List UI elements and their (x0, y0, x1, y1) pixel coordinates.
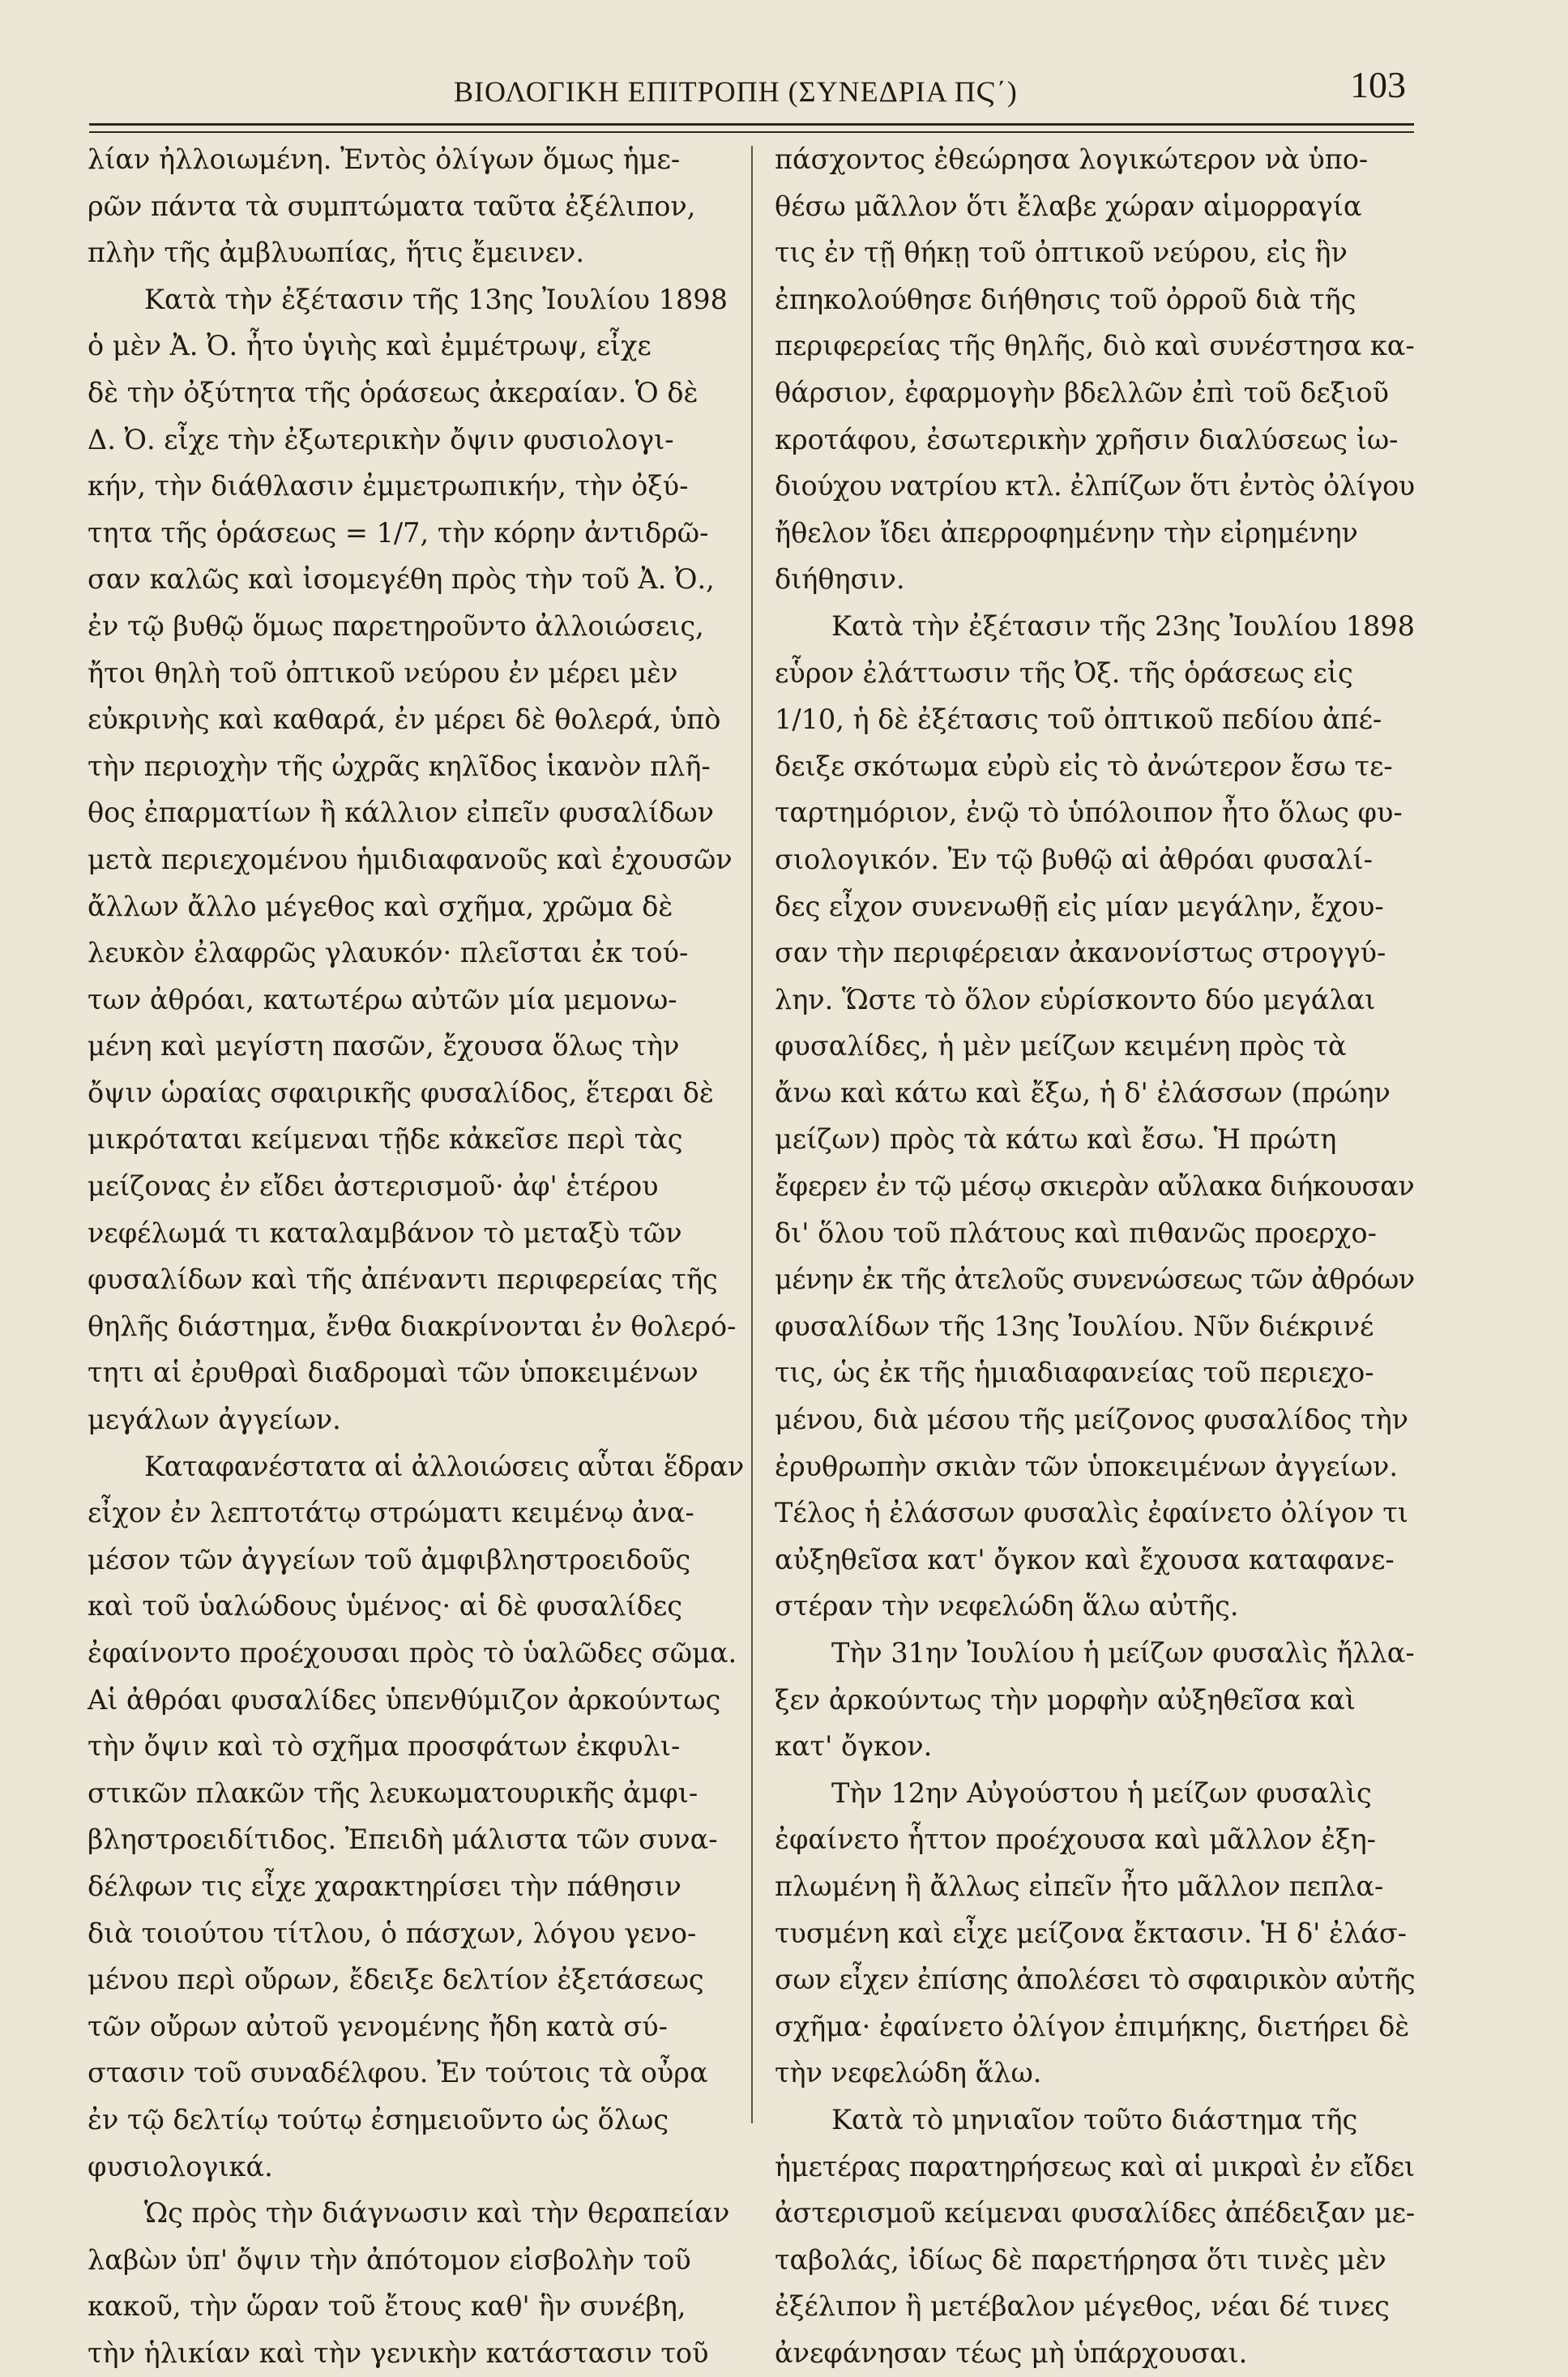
text-line: εἶχον ἐν λεπτοτάτῳ στρώματι κειμένῳ ἀνα- (88, 1497, 694, 1529)
text-line: μένη καὶ μεγίστη πασῶν, ἔχουσα ὅλως τὴν (88, 1030, 680, 1062)
text-line: Κατὰ τὸ μηνιαῖον τοῦτο διάστημα τῆς (831, 2103, 1358, 2135)
text-line: βληστροειδίτιδος. Ἐπειδὴ μάλιστα τῶν συνα- (88, 1823, 718, 1856)
text-line: διήθησιν. (775, 563, 905, 596)
text-line: ἐν τῷ δελτίῳ τούτῳ ἐσημειοῦντο ὡς ὅλως (88, 2103, 669, 2135)
text-line: λίαν ἠλλοιωμένη. Ἐντὸς ὀλίγων ὅμως ἡμε- (88, 143, 681, 175)
text-line: Δ. Ὀ. εἶχε τὴν ἐξωτερικὴν ὄψιν φυσιολογι- (88, 423, 674, 455)
text-line: μένην ἐκ τῆς ἀτελοῦς συνενώσεως τῶν ἀθρόων (775, 1263, 1415, 1296)
text-line: Τέλος ἡ ἐλάσσων φυσαλὶς ἐφαίνετο ὀλίγον τι (775, 1497, 1408, 1529)
column-divider (751, 146, 753, 2123)
text-line: φυσαλίδες, ἡ μὲν μείζων κειμένη πρὸς τὰ (775, 1030, 1347, 1062)
left-column (88, 136, 744, 2377)
text-line: τῶν οὔρων αὐτοῦ γενομένης ἤδη κατὰ σύ- (88, 2010, 668, 2042)
text-line: ἐπηκολούθησε διήθησις τοῦ ὀρροῦ διὰ τῆς (775, 283, 1357, 315)
text-line: αὐξηθεῖσα κατ' ὄγκον καὶ ἔχουσα καταφανε- (775, 1543, 1395, 1575)
text-line: τὴν ὄψιν καὶ τὸ σχῆμα προσφάτων ἐκφυλι- (88, 1730, 681, 1763)
text-line: ἤθελον ἴδει ἀπερροφημένην τὴν εἰρημένην (775, 516, 1358, 549)
text-line: των ἀθρόαι, κατωτέρω αὐτῶν μία μεμονω- (88, 983, 677, 1015)
text-line: ἐξέλιπον ἢ μετέβαλον μέγεθος, νέαι δέ τινες (775, 2290, 1390, 2323)
text-line: τὴν ἡλικίαν καὶ τὴν γενικὴν κατάστασιν τοῦ (88, 2336, 709, 2369)
text-line: τὴν περιοχὴν τῆς ὠχρᾶς κηλῖδος ἱκανὸν πλῆ- (88, 750, 711, 782)
text-line: ἀνεφάνησαν τέως μὴ ὑπάρχουσαι. (775, 2336, 1248, 2369)
text-line: δὲ τὴν ὀξύτητα τῆς ὁράσεως ἀκεραίαν. Ὁ δὲ (88, 376, 699, 408)
text-line: μετὰ περιεχομένου ἡμιδιαφανοῦς καὶ ἐχουσῶν (88, 843, 733, 875)
text-line: Κατὰ τὴν ἐξέτασιν τῆς 23ης Ἰουλίου 1898 (831, 609, 1415, 642)
text-line: καὶ τοῦ ὑαλώδους ὑμένος· αἱ δὲ φυσαλίδες (88, 1590, 682, 1622)
text-line: ὄψιν ὡραίας σφαιρικῆς φυσαλίδος, ἕτεραι δὲ (88, 1076, 714, 1109)
text-line: ἐν τῷ βυθῷ ὅμως παρετηροῦντο ἀλλοιώσεις, (88, 609, 704, 642)
text-line: πάσχοντος ἐθεώρησα λογικώτερον νὰ ὑπο- (775, 143, 1369, 175)
text-line: ξεν ἀρκούντως τὴν μορφὴν αὐξηθεῖσα καὶ (775, 1683, 1357, 1716)
text-line: μεγάλων ἀγγείων. (88, 1404, 341, 1436)
text-line: περιφερείας τῆς θηλῆς, διὸ καὶ συνέστησα κα- (775, 330, 1415, 362)
text-line: μένου περὶ οὔρων, ἔδειξε δελτίον ἐξετάσεως (88, 1964, 704, 1996)
text-line: θέσω μᾶλλον ὅτι ἔλαβε χώραν αἱμορραγία (775, 190, 1362, 222)
text-line: ρῶν πάντα τὰ συμπτώματα ταῦτα ἐξέλιπον, (88, 190, 696, 222)
text-line: ταρτημόριον, ἐνῷ τὸ ὑπόλοιπον ἦτο ὅλως φυ- (775, 797, 1403, 829)
text-line: ἄλλων ἄλλο μέγεθος καὶ σχῆμα, χρῶμα δὲ (88, 890, 673, 922)
text-line: τητι αἱ ἐρυθραὶ διαδρομαὶ τῶν ὑποκειμένων (88, 1357, 699, 1389)
text-line: στασιν τοῦ συναδέλφου. Ἐν τούτοις τὰ οὖρα (88, 2057, 708, 2089)
text-line: μέσον τῶν ἀγγείων τοῦ ἀμφιβληστροειδοῦς (88, 1543, 691, 1575)
text-line: ἐρυθρωπὴν σκιὰν τῶν ὑποκειμένων ἀγγείων. (775, 1450, 1399, 1482)
text-line: Καταφανέστατα αἱ ἀλλοιώσεις αὗται ἕδραν (144, 1450, 744, 1482)
text-line: Κατὰ τὴν ἐξέτασιν τῆς 13ης Ἰουλίου 1898 (144, 283, 728, 315)
text-line: ἀστερισμοῦ κείμεναι φυσαλίδες ἀπέδειξαν με- (775, 2197, 1416, 2230)
text-line: Τὴν 31ην Ἰουλίου ἡ μείζων φυσαλὶς ἤλλα- (831, 1637, 1415, 1669)
text-line: πλωμένη ἢ ἄλλως εἰπεῖν ἦτο μᾶλλον πεπλα- (775, 1870, 1384, 1902)
text-line: δες εἶχον συνενωθῇ εἰς μίαν μεγάλην, ἔχου- (775, 890, 1384, 922)
text-line: ἤτοι θηλὴ τοῦ ὀπτικοῦ νεύρου ἐν μέρει μὲν (88, 656, 678, 689)
text-line: ταβολάς, ἰδίως δὲ παρετήρησα ὅτι τινὲς μὲν (775, 2243, 1386, 2276)
text-line: 1/10, ἡ δὲ ἐξέτασις τοῦ ὀπτικοῦ πεδίου ἀπέ- (775, 703, 1382, 736)
text-line: κροτάφου, ἐσωτερικὴν χρῆσιν διαλύσεως ἰω- (775, 423, 1399, 455)
text-line: σων εἶχεν ἐπίσης ἀπολέσει τὸ σφαιρικὸν αὐτῆς (775, 1964, 1416, 1996)
text-line: δι' ὅλου τοῦ πλάτους καὶ πιθανῶς προερχο- (775, 1216, 1377, 1249)
text-line: θηλῆς διάστημα, ἔνθα διακρίνονται ἐν θολερό- (88, 1310, 737, 1342)
header-rule-thin (89, 131, 1414, 133)
text-line: διούχου νατρίου κτλ. ἐλπίζων ὅτι ἐντὸς ὀλίγου (775, 470, 1415, 502)
text-line: φυσαλίδων καὶ τῆς ἀπέναντι περιφερείας τῆς (88, 1263, 718, 1296)
text-line: τις ἐν τῇ θήκῃ τοῦ ὀπτικοῦ νεύρου, εἰς ἣν (775, 237, 1348, 269)
text-line: θος ἐπαρματίων ἢ κάλλιον εἰπεῖν φυσαλίδων (88, 797, 715, 829)
text-line: ἐφαίνετο ἧττον προέχουσα καὶ μᾶλλον ἐξη- (775, 1823, 1376, 1856)
text-line: δέλφων τις εἶχε χαρακτηρίσει τὴν πάθησιν (88, 1870, 681, 1902)
text-line: σχῆμα· ἐφαίνετο ὀλίγον ἐπιμήκης, διετήρει δὲ (775, 2010, 1410, 2042)
text-line: λαβὼν ὑπ' ὄψιν τὴν ἀπότομον εἰσβολὴν τοῦ (88, 2243, 691, 2276)
text-line: μείζονας ἐν εἴδει ἀστερισμοῦ· ἀφ' ἑτέρου (88, 1170, 659, 1203)
text-line: ἡμετέρας παρατηρήσεως καὶ αἱ μικραὶ ἐν εἴδει (775, 2150, 1416, 2182)
page-header (89, 57, 1414, 122)
text-line: κήν, τὴν διάθλασιν ἐμμετρωπικήν, τὴν ὀξύ- (88, 470, 689, 502)
running-head: ΒΙΟΛΟΓΙΚΗ ΕΠΙΤΡΟΠΗ (ΣΥΝΕΔΡΙΑ ΠϚ΄) (454, 75, 1018, 108)
text-line: ἔφερεν ἐν τῷ μέσῳ σκιερὰν αὔλακα διήκουσαν (775, 1170, 1415, 1203)
text-line: θάρσιον, ἐφαρμογὴν βδελλῶν ἐπὶ τοῦ δεξιοῦ (775, 376, 1389, 408)
text-line: σαν τὴν περιφέρειαν ἀκανονίστως στρογγύ- (775, 937, 1386, 969)
text-line: στικῶν πλακῶν τῆς λευκωματουρικῆς ἀμφι- (88, 1776, 699, 1809)
text-line: κατ' ὄγκον. (775, 1730, 933, 1763)
text-line: Ὡς πρὸς τὴν διάγνωσιν καὶ τὴν θεραπείαν (144, 2197, 730, 2230)
page-number: 103 (1350, 64, 1406, 105)
text-line: Τὴν 12ην Αὐγούστου ἡ μείζων φυσαλὶς (831, 1776, 1372, 1809)
text-line: τητα τῆς ὁράσεως = 1/7, τὴν κόρην ἀντιδρῶ- (88, 516, 709, 549)
text-line: φυσιολογικά. (88, 2150, 273, 2182)
text-line: τις, ὡς ἐκ τῆς ἡμιαδιαφανείας τοῦ περιεχο- (775, 1357, 1374, 1389)
text-line: μικρόταται κείμεναι τῇδε κἀκεῖσε περὶ τὰς (88, 1123, 683, 1156)
right-column (775, 136, 1415, 2377)
header-rule (89, 123, 1414, 126)
text-line: σαν καλῶς καὶ ἰσομεγέθη πρὸς τὴν τοῦ Ἀ. Ὀ., (88, 563, 715, 596)
text-line: ἐφαίνοντο προέχουσαι πρὸς τὸ ὑαλῶδες σῶμα. (88, 1637, 737, 1669)
text-line: μείζων) πρὸς τὰ κάτω καὶ ἔσω. Ἡ πρώτη (775, 1123, 1337, 1156)
text-line: στέραν τὴν νεφελώδη ἅλω αὐτῆς. (775, 1590, 1239, 1622)
text-line: σιολογικόν. Ἐν τῷ βυθῷ αἱ ἀθρόαι φυσαλί- (775, 843, 1373, 875)
text-line: μένου, διὰ μέσου τῆς μείζονος φυσαλίδος τὴν (775, 1404, 1409, 1436)
text-line: ὁ μὲν Ἀ. Ὀ. ἦτο ὑγιὴς καὶ ἐμμέτρωψ, εἶχε (88, 330, 652, 362)
text-line: φυσαλίδων τῆς 13ης Ἰουλίου. Νῦν διέκρινέ (775, 1310, 1374, 1342)
text-line: πλὴν τῆς ἀμβλυωπίας, ἥτις ἔμεινεν. (88, 237, 584, 269)
text-line: διὰ τοιούτου τίτλου, ὁ πάσχων, λόγου γενο- (88, 1917, 697, 1949)
text-line: τὴν νεφελώδη ἅλω. (775, 2057, 1042, 2089)
text-line: λην. Ὥστε τὸ ὅλον εὑρίσκοντο δύο μεγάλαι (775, 983, 1376, 1015)
text-line: τυσμένη καὶ εἶχε μείζονα ἔκτασιν. Ἡ δ' ἐλάσ- (775, 1917, 1408, 1949)
text-line: Αἱ ἀθρόαι φυσαλίδες ὑπενθύμιζον ἀρκούντως (88, 1683, 721, 1716)
text-line: ἄνω καὶ κάτω καὶ ἔξω, ἡ δ' ἐλάσσων (πρώην (775, 1076, 1391, 1109)
text-line: εὗρον ἐλάττωσιν τῆς Ὀξ. τῆς ὁράσεως εἰς (775, 656, 1353, 689)
text-line: λευκὸν ἐλαφρῶς γλαυκόν· πλεῖσται ἐκ τού- (88, 937, 689, 969)
text-line: δειξε σκότωμα εὐρὺ εἰς τὸ ἀνώτερον ἔσω τε- (775, 750, 1393, 782)
text-line: κακοῦ, τὴν ὥραν τοῦ ἔτους καθ' ἣν συνέβη, (88, 2290, 686, 2323)
text-line: εὐκρινὴς καὶ καθαρά, ἐν μέρει δὲ θολερά, ὑπὸ (88, 703, 721, 736)
text-line: νεφέλωμά τι καταλαμβάνον τὸ μεταξὺ τῶν (88, 1216, 682, 1249)
